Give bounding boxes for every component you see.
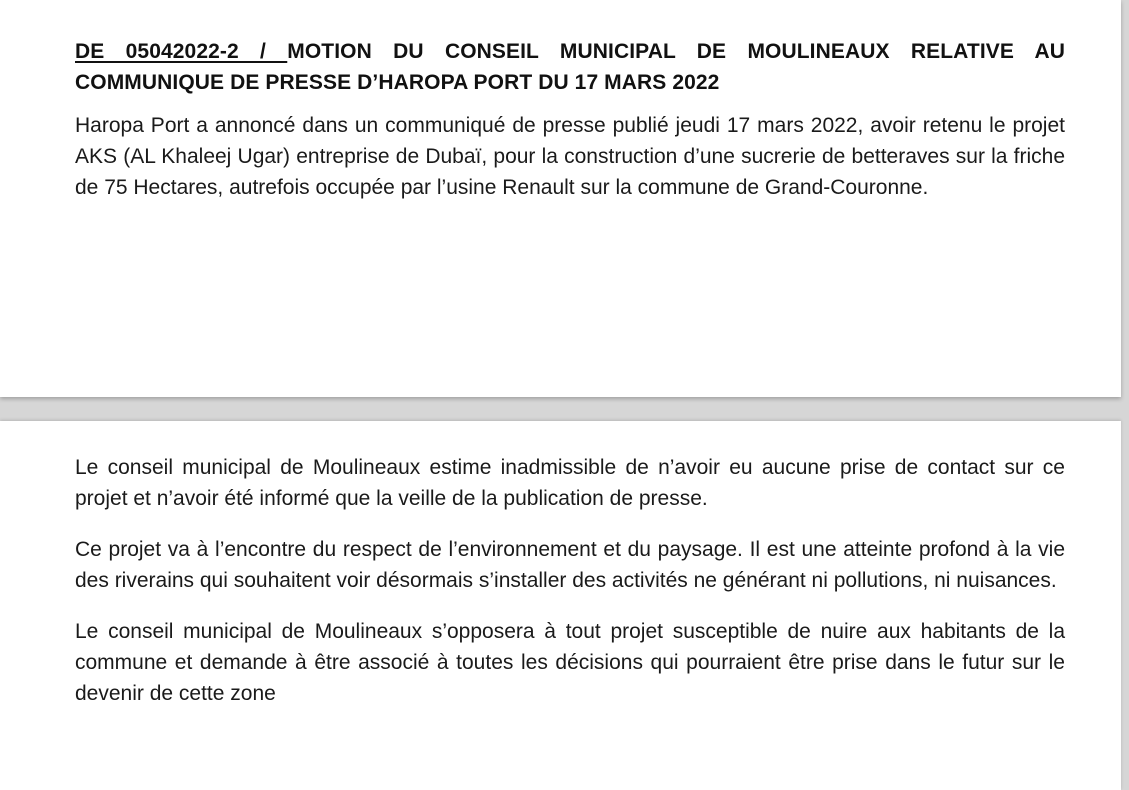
motion-heading (75, 36, 1065, 98)
page-2-content (75, 452, 1065, 709)
page-1-content (75, 36, 1065, 203)
paragraph-environment: Ce projet va à l’encontre du respect de l’environnement et du paysage. Il est une atteinte profond à la vie des riverains qui souhaitent voir désormais s’installer des activités ne générant ni pollutions, ni nuisances. (75, 538, 1065, 592)
paragraph-opposition: Le conseil municipal de Moulineaux s’opposera à tout projet susceptible de nuire aux habitants de la commune et demande à être associé à toutes les décisions qui pourraient être prise dans le futur sur le devenir de cette zone (75, 620, 1065, 705)
paragraph-no-contact: Le conseil municipal de Moulineaux estime inadmissible de n’avoir eu aucune prise de contact sur ce projet et n’avoir été informé que la veille de la publication de presse. (75, 456, 1065, 510)
motion-title: MOTION DU CONSEIL MUNICIPAL DE MOULINEAUX RELATIVE AU COMMUNIQUE DE PRESSE D’HAROPA PORT DU 17 MARS 2022 (75, 40, 1065, 94)
motion-reference: DE 05042022-2 / (75, 40, 288, 63)
intro-paragraph: Haropa Port a annoncé dans un communiqué de presse publié jeudi 17 mars 2022, avoir retenu le projet AKS (AL Khaleej Ugar) entreprise de Dubaï, pour la construction d’une sucrerie de betteraves sur la friche de 75 Hectares, autrefois occupée par l’usine Renault sur la commune de Grand-Couronne. (75, 114, 1065, 199)
document-page-1 (0, 0, 1121, 397)
document-page-2 (0, 421, 1121, 790)
